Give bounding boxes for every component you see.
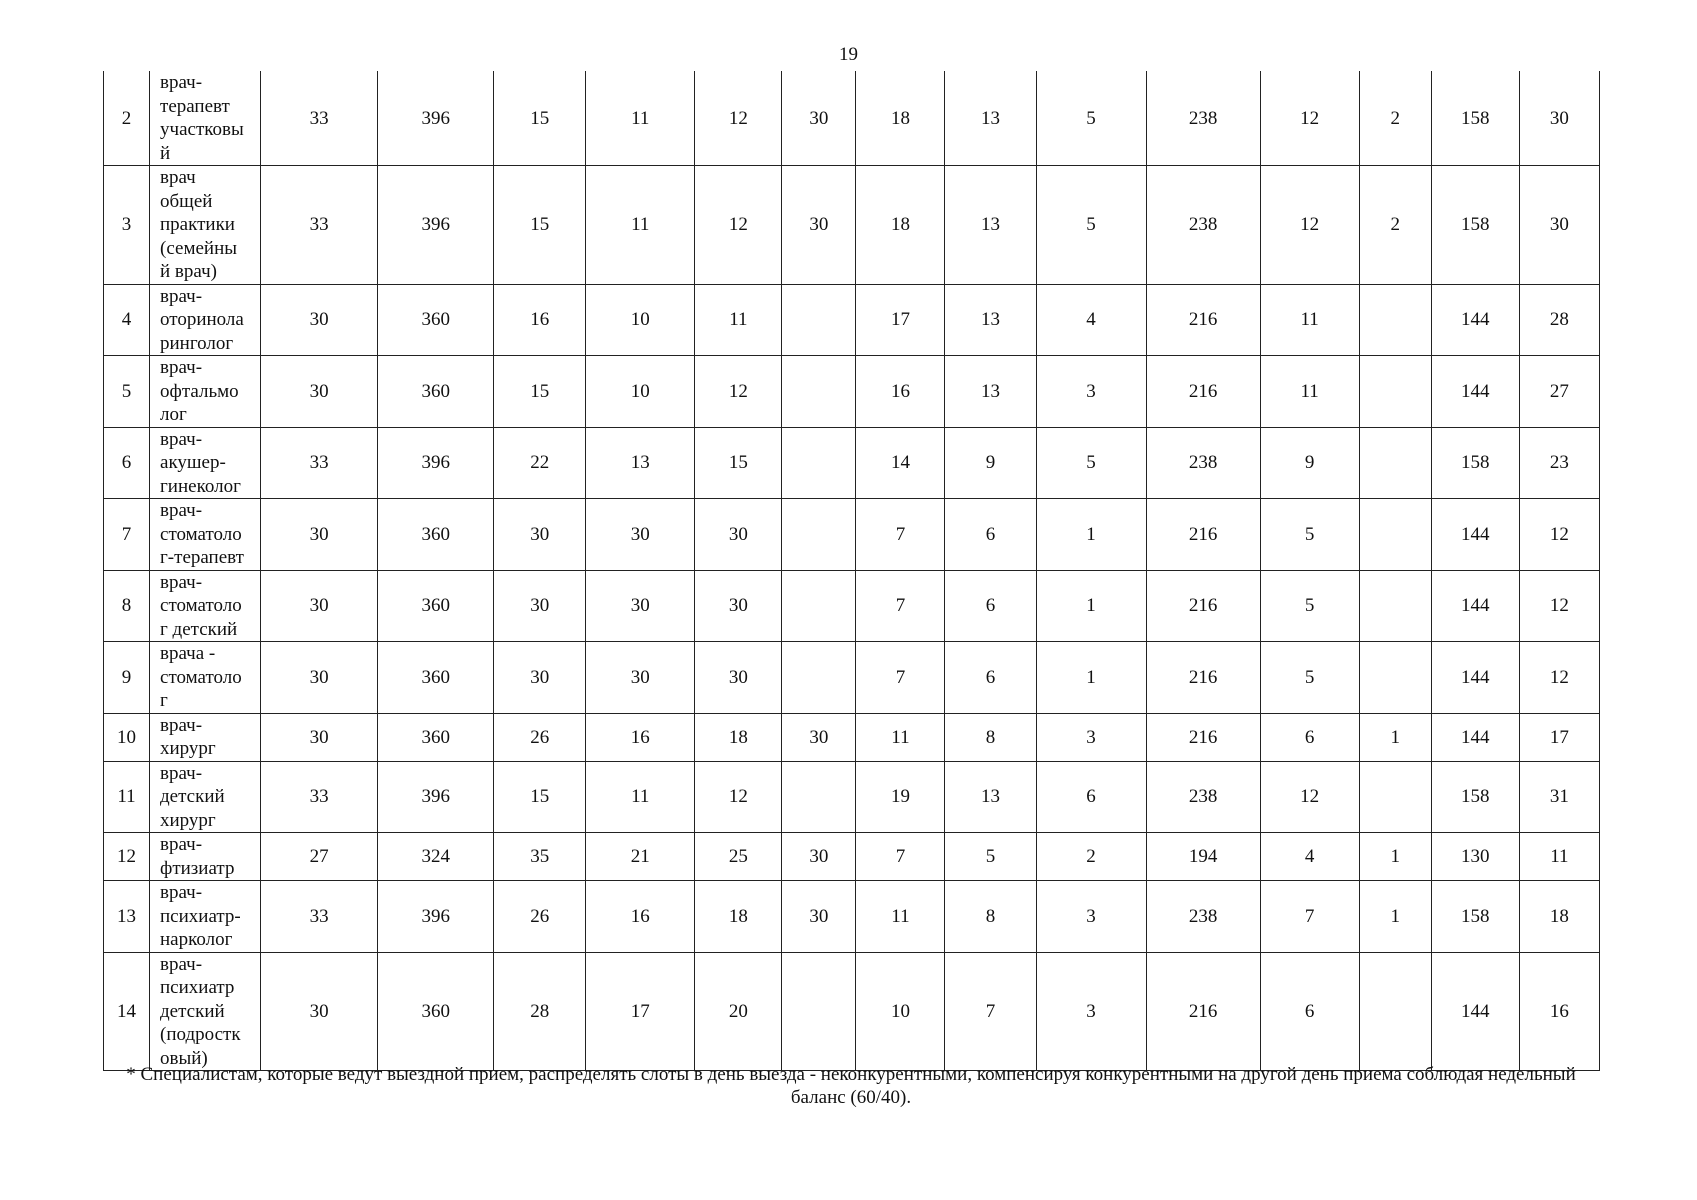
table-row bbox=[104, 71, 1600, 166]
value-cell: 15 bbox=[494, 761, 586, 833]
value-cell: 17 bbox=[856, 284, 945, 356]
value-cell: 7 bbox=[856, 570, 945, 642]
value-cell: 2 bbox=[1359, 166, 1431, 285]
value-cell bbox=[1359, 356, 1431, 428]
value-cell bbox=[782, 642, 856, 714]
value-cell: 18 bbox=[695, 713, 782, 761]
value-cell: 216 bbox=[1146, 356, 1260, 428]
value-cell bbox=[782, 952, 856, 1071]
specialist-name-cell: врач- оторинола ринголог bbox=[150, 284, 261, 356]
value-cell: 19 bbox=[856, 761, 945, 833]
value-cell: 1 bbox=[1359, 833, 1431, 881]
value-cell: 396 bbox=[378, 881, 494, 953]
row-number-cell: 14 bbox=[104, 952, 150, 1071]
value-cell: 360 bbox=[378, 570, 494, 642]
staffing-slots-table bbox=[103, 71, 1600, 1071]
value-cell: 6 bbox=[945, 570, 1036, 642]
value-cell bbox=[1359, 284, 1431, 356]
value-cell: 1 bbox=[1359, 713, 1431, 761]
specialist-name-cell: врача - стоматоло г bbox=[150, 642, 261, 714]
value-cell: 4 bbox=[1036, 284, 1146, 356]
footnote: * Специалистам, которые ведут выездной прием, распределять слоты в день выезда - неконкурентными, компенсируя конкурентными на другой день приема соблюдая недельный баланс (60/40). bbox=[126, 1064, 1576, 1108]
value-cell: 1 bbox=[1036, 642, 1146, 714]
table-row bbox=[104, 761, 1600, 833]
value-cell: 35 bbox=[494, 833, 586, 881]
value-cell bbox=[782, 570, 856, 642]
value-cell: 13 bbox=[945, 761, 1036, 833]
table-row bbox=[104, 713, 1600, 761]
specialist-name-cell: врач- детский хирург bbox=[150, 761, 261, 833]
value-cell: 14 bbox=[856, 427, 945, 499]
value-cell: 17 bbox=[1519, 713, 1599, 761]
value-cell: 11 bbox=[695, 284, 782, 356]
value-cell: 3 bbox=[1036, 952, 1146, 1071]
value-cell: 216 bbox=[1146, 952, 1260, 1071]
value-cell: 11 bbox=[586, 761, 695, 833]
value-cell: 11 bbox=[856, 713, 945, 761]
value-cell: 22 bbox=[494, 427, 586, 499]
value-cell: 3 bbox=[1036, 713, 1146, 761]
value-cell bbox=[782, 499, 856, 571]
value-cell: 158 bbox=[1431, 71, 1519, 166]
value-cell: 360 bbox=[378, 499, 494, 571]
value-cell: 144 bbox=[1431, 713, 1519, 761]
value-cell: 27 bbox=[1519, 356, 1599, 428]
table-row bbox=[104, 881, 1600, 953]
value-cell: 33 bbox=[261, 427, 378, 499]
value-cell bbox=[782, 427, 856, 499]
value-cell: 7 bbox=[856, 833, 945, 881]
value-cell: 238 bbox=[1146, 881, 1260, 953]
specialist-name-cell: врач- стоматоло г-терапевт bbox=[150, 499, 261, 571]
value-cell: 11 bbox=[856, 881, 945, 953]
value-cell: 8 bbox=[945, 713, 1036, 761]
value-cell: 30 bbox=[261, 952, 378, 1071]
value-cell: 2 bbox=[1359, 71, 1431, 166]
value-cell: 30 bbox=[695, 499, 782, 571]
value-cell: 4 bbox=[1260, 833, 1359, 881]
value-cell: 216 bbox=[1146, 499, 1260, 571]
value-cell: 5 bbox=[1260, 642, 1359, 714]
value-cell: 16 bbox=[586, 881, 695, 953]
value-cell: 15 bbox=[494, 356, 586, 428]
value-cell: 11 bbox=[1519, 833, 1599, 881]
value-cell: 12 bbox=[1260, 166, 1359, 285]
value-cell: 18 bbox=[695, 881, 782, 953]
value-cell: 238 bbox=[1146, 427, 1260, 499]
value-cell: 130 bbox=[1431, 833, 1519, 881]
value-cell: 6 bbox=[1260, 713, 1359, 761]
value-cell: 12 bbox=[1519, 642, 1599, 714]
value-cell: 30 bbox=[782, 71, 856, 166]
value-cell: 216 bbox=[1146, 570, 1260, 642]
value-cell: 216 bbox=[1146, 642, 1260, 714]
value-cell: 5 bbox=[1036, 166, 1146, 285]
value-cell: 3 bbox=[1036, 356, 1146, 428]
row-number-cell: 13 bbox=[104, 881, 150, 953]
value-cell: 10 bbox=[586, 284, 695, 356]
specialist-name-cell: врач- офтальмо лог bbox=[150, 356, 261, 428]
specialist-name-cell: врач- акушер- гинеколог bbox=[150, 427, 261, 499]
row-number-cell: 9 bbox=[104, 642, 150, 714]
value-cell: 27 bbox=[261, 833, 378, 881]
value-cell: 144 bbox=[1431, 570, 1519, 642]
value-cell: 7 bbox=[856, 642, 945, 714]
value-cell: 144 bbox=[1431, 499, 1519, 571]
table-row bbox=[104, 833, 1600, 881]
value-cell: 11 bbox=[586, 166, 695, 285]
row-number-cell: 12 bbox=[104, 833, 150, 881]
value-cell: 16 bbox=[856, 356, 945, 428]
table-row bbox=[104, 284, 1600, 356]
value-cell: 5 bbox=[1260, 499, 1359, 571]
specialist-name-cell: врач- хирург bbox=[150, 713, 261, 761]
value-cell: 25 bbox=[695, 833, 782, 881]
specialist-name-cell: врач общей практики (семейны й врач) bbox=[150, 166, 261, 285]
value-cell: 396 bbox=[378, 761, 494, 833]
table-row bbox=[104, 952, 1600, 1071]
value-cell: 7 bbox=[856, 499, 945, 571]
value-cell: 30 bbox=[261, 356, 378, 428]
value-cell: 30 bbox=[695, 642, 782, 714]
value-cell: 20 bbox=[695, 952, 782, 1071]
value-cell: 13 bbox=[586, 427, 695, 499]
value-cell: 30 bbox=[261, 642, 378, 714]
value-cell bbox=[1359, 499, 1431, 571]
value-cell: 12 bbox=[695, 356, 782, 428]
value-cell: 9 bbox=[945, 427, 1036, 499]
value-cell bbox=[1359, 761, 1431, 833]
specialist-name-cell: врач- психиатр- нарколог bbox=[150, 881, 261, 953]
value-cell: 3 bbox=[1036, 881, 1146, 953]
value-cell: 16 bbox=[586, 713, 695, 761]
value-cell: 30 bbox=[586, 570, 695, 642]
value-cell: 7 bbox=[1260, 881, 1359, 953]
row-number-cell: 2 bbox=[104, 71, 150, 166]
value-cell: 16 bbox=[1519, 952, 1599, 1071]
value-cell: 360 bbox=[378, 284, 494, 356]
value-cell: 33 bbox=[261, 71, 378, 166]
value-cell: 18 bbox=[856, 71, 945, 166]
value-cell: 30 bbox=[586, 499, 695, 571]
value-cell: 11 bbox=[1260, 356, 1359, 428]
value-cell: 10 bbox=[856, 952, 945, 1071]
value-cell: 33 bbox=[261, 166, 378, 285]
value-cell: 28 bbox=[1519, 284, 1599, 356]
table-row bbox=[104, 166, 1600, 285]
value-cell: 12 bbox=[1260, 761, 1359, 833]
value-cell: 238 bbox=[1146, 166, 1260, 285]
value-cell: 1 bbox=[1036, 499, 1146, 571]
value-cell: 360 bbox=[378, 642, 494, 714]
value-cell: 238 bbox=[1146, 761, 1260, 833]
value-cell bbox=[782, 761, 856, 833]
value-cell: 12 bbox=[695, 166, 782, 285]
value-cell: 30 bbox=[494, 642, 586, 714]
specialist-name-cell: врач- стоматоло г детский bbox=[150, 570, 261, 642]
value-cell: 144 bbox=[1431, 356, 1519, 428]
value-cell: 396 bbox=[378, 71, 494, 166]
value-cell: 30 bbox=[1519, 166, 1599, 285]
value-cell: 12 bbox=[1519, 499, 1599, 571]
value-cell: 15 bbox=[695, 427, 782, 499]
value-cell: 6 bbox=[1036, 761, 1146, 833]
value-cell bbox=[782, 356, 856, 428]
table-row bbox=[104, 427, 1600, 499]
value-cell: 17 bbox=[586, 952, 695, 1071]
table-row bbox=[104, 356, 1600, 428]
value-cell: 144 bbox=[1431, 284, 1519, 356]
value-cell: 6 bbox=[945, 499, 1036, 571]
value-cell: 8 bbox=[945, 881, 1036, 953]
value-cell: 26 bbox=[494, 881, 586, 953]
row-number-cell: 11 bbox=[104, 761, 150, 833]
row-number-cell: 3 bbox=[104, 166, 150, 285]
value-cell: 10 bbox=[586, 356, 695, 428]
value-cell: 30 bbox=[782, 713, 856, 761]
specialist-name-cell: врач- терапевт участковы й bbox=[150, 71, 261, 166]
value-cell: 12 bbox=[1260, 71, 1359, 166]
value-cell: 23 bbox=[1519, 427, 1599, 499]
value-cell: 144 bbox=[1431, 952, 1519, 1071]
value-cell: 1 bbox=[1359, 881, 1431, 953]
value-cell: 15 bbox=[494, 71, 586, 166]
value-cell: 18 bbox=[856, 166, 945, 285]
value-cell: 30 bbox=[261, 713, 378, 761]
row-number-cell: 5 bbox=[104, 356, 150, 428]
value-cell: 30 bbox=[494, 499, 586, 571]
value-cell: 158 bbox=[1431, 427, 1519, 499]
value-cell: 16 bbox=[494, 284, 586, 356]
value-cell: 5 bbox=[1260, 570, 1359, 642]
value-cell: 12 bbox=[695, 761, 782, 833]
value-cell: 12 bbox=[695, 71, 782, 166]
value-cell bbox=[1359, 570, 1431, 642]
row-number-cell: 4 bbox=[104, 284, 150, 356]
value-cell: 31 bbox=[1519, 761, 1599, 833]
value-cell bbox=[1359, 642, 1431, 714]
value-cell: 13 bbox=[945, 284, 1036, 356]
value-cell: 9 bbox=[1260, 427, 1359, 499]
value-cell: 5 bbox=[1036, 71, 1146, 166]
value-cell: 6 bbox=[1260, 952, 1359, 1071]
value-cell: 13 bbox=[945, 356, 1036, 428]
value-cell: 11 bbox=[586, 71, 695, 166]
value-cell: 30 bbox=[1519, 71, 1599, 166]
value-cell: 158 bbox=[1431, 166, 1519, 285]
row-number-cell: 10 bbox=[104, 713, 150, 761]
row-number-cell: 6 bbox=[104, 427, 150, 499]
value-cell: 1 bbox=[1036, 570, 1146, 642]
value-cell: 30 bbox=[261, 570, 378, 642]
page-number: 19 bbox=[839, 44, 858, 65]
value-cell: 18 bbox=[1519, 881, 1599, 953]
value-cell: 15 bbox=[494, 166, 586, 285]
value-cell: 30 bbox=[494, 570, 586, 642]
value-cell: 360 bbox=[378, 952, 494, 1071]
value-cell: 30 bbox=[782, 881, 856, 953]
value-cell: 238 bbox=[1146, 71, 1260, 166]
specialist-name-cell: врач- фтизиатр bbox=[150, 833, 261, 881]
value-cell: 30 bbox=[782, 833, 856, 881]
value-cell: 194 bbox=[1146, 833, 1260, 881]
value-cell: 30 bbox=[695, 570, 782, 642]
specialist-name-cell: врач- психиатр детский (подростк овый) bbox=[150, 952, 261, 1071]
value-cell: 2 bbox=[1036, 833, 1146, 881]
value-cell: 13 bbox=[945, 166, 1036, 285]
value-cell: 158 bbox=[1431, 761, 1519, 833]
row-number-cell: 8 bbox=[104, 570, 150, 642]
value-cell: 216 bbox=[1146, 284, 1260, 356]
value-cell: 26 bbox=[494, 713, 586, 761]
value-cell: 30 bbox=[586, 642, 695, 714]
value-cell: 11 bbox=[1260, 284, 1359, 356]
value-cell: 360 bbox=[378, 713, 494, 761]
value-cell: 158 bbox=[1431, 881, 1519, 953]
table-row bbox=[104, 570, 1600, 642]
table-row bbox=[104, 642, 1600, 714]
value-cell: 7 bbox=[945, 952, 1036, 1071]
value-cell: 12 bbox=[1519, 570, 1599, 642]
value-cell bbox=[1359, 427, 1431, 499]
value-cell: 21 bbox=[586, 833, 695, 881]
value-cell: 30 bbox=[782, 166, 856, 285]
value-cell: 13 bbox=[945, 71, 1036, 166]
value-cell: 33 bbox=[261, 881, 378, 953]
value-cell: 30 bbox=[261, 284, 378, 356]
value-cell: 360 bbox=[378, 356, 494, 428]
value-cell: 30 bbox=[261, 499, 378, 571]
value-cell: 33 bbox=[261, 761, 378, 833]
value-cell: 6 bbox=[945, 642, 1036, 714]
value-cell: 396 bbox=[378, 166, 494, 285]
value-cell: 5 bbox=[1036, 427, 1146, 499]
value-cell: 5 bbox=[945, 833, 1036, 881]
value-cell: 28 bbox=[494, 952, 586, 1071]
value-cell bbox=[1359, 952, 1431, 1071]
row-number-cell: 7 bbox=[104, 499, 150, 571]
value-cell: 324 bbox=[378, 833, 494, 881]
value-cell: 144 bbox=[1431, 642, 1519, 714]
table-body bbox=[104, 71, 1600, 1071]
value-cell: 216 bbox=[1146, 713, 1260, 761]
value-cell: 396 bbox=[378, 427, 494, 499]
table-row bbox=[104, 499, 1600, 571]
value-cell bbox=[782, 284, 856, 356]
